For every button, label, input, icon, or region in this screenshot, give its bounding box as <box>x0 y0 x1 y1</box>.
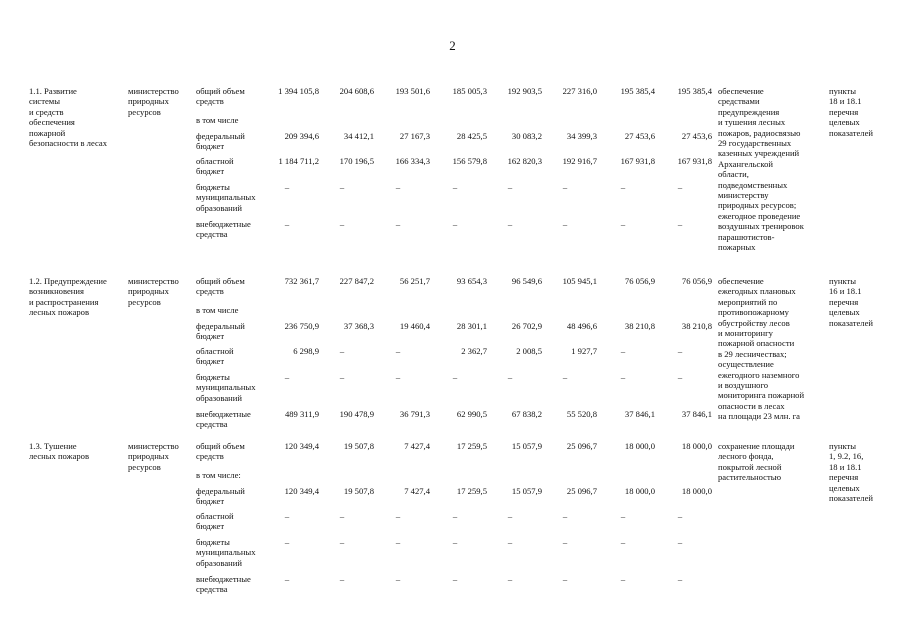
target-indicators: пункты 18 и 18.1 перечня целевых показателей <box>829 86 874 138</box>
empty-value: – <box>677 182 683 192</box>
amount-cell: 19 507,8 <box>343 441 374 451</box>
amount-cell: 37 368,3 <box>343 321 374 331</box>
funding-source-label: федеральный бюджет <box>196 321 245 342</box>
section-title: 1.3. Тушение лесных пожаров <box>29 441 90 462</box>
empty-value: – <box>562 219 568 229</box>
page-number: 2 <box>449 38 456 53</box>
empty-value: – <box>452 182 458 192</box>
funding-source-label: внебюджетные средства <box>196 219 251 240</box>
amount-cell: 38 210,8 <box>624 321 655 331</box>
empty-value: – <box>507 574 513 584</box>
amount-cell: 76 056,9 <box>624 276 655 286</box>
empty-value: – <box>620 372 626 382</box>
funding-source-label: внебюджетные средства <box>196 409 251 430</box>
amount-cell: 26 702,9 <box>511 321 542 331</box>
section-title: 1.1. Развитие системы и средств обеспечения пожарной безопасности в лесах <box>29 86 108 149</box>
amount-cell: 18 000,0 <box>624 441 655 451</box>
empty-value: – <box>677 372 683 382</box>
amount-cell: 36 791,3 <box>399 409 430 419</box>
funding-source-label: областной бюджет <box>196 511 234 532</box>
empty-value: – <box>395 372 401 382</box>
amount-cell: 27 453,6 <box>681 131 712 141</box>
empty-value: – <box>284 219 290 229</box>
empty-value: – <box>452 219 458 229</box>
amount-cell: 193 501,6 <box>395 86 430 96</box>
funding-source-label: областной бюджет <box>196 346 234 367</box>
empty-value: – <box>507 372 513 382</box>
amount-cell: 185 005,3 <box>452 86 487 96</box>
amount-cell: 25 096,7 <box>566 441 597 451</box>
amount-cell: 62 990,5 <box>456 409 487 419</box>
amount-cell: 55 520,8 <box>566 409 597 419</box>
amount-cell: 48 496,6 <box>566 321 597 331</box>
amount-cell: 2 362,7 <box>461 346 487 356</box>
amount-cell: 167 931,8 <box>620 156 655 166</box>
amount-cell: 17 259,5 <box>456 441 487 451</box>
empty-value: – <box>562 511 568 521</box>
amount-cell: 18 000,0 <box>681 441 712 451</box>
amount-cell: 93 654,3 <box>456 276 487 286</box>
empty-value: – <box>677 537 683 547</box>
empty-value: – <box>339 537 345 547</box>
empty-value: – <box>620 574 626 584</box>
empty-value: – <box>677 346 683 356</box>
empty-value: – <box>395 511 401 521</box>
funding-source-label: бюджеты муниципальных образований <box>196 182 256 213</box>
amount-cell: 195 385,4 <box>620 86 655 96</box>
amount-cell: 25 096,7 <box>566 486 597 496</box>
amount-cell: 209 394,6 <box>284 131 319 141</box>
amount-cell: 236 750,9 <box>284 321 319 331</box>
amount-cell: 120 349,4 <box>284 486 319 496</box>
empty-value: – <box>284 182 290 192</box>
amount-cell: 732 361,7 <box>284 276 319 286</box>
empty-value: – <box>452 537 458 547</box>
amount-cell: 28 301,1 <box>456 321 487 331</box>
empty-value: – <box>562 537 568 547</box>
amount-cell: 156 579,8 <box>452 156 487 166</box>
amount-cell: 15 057,9 <box>511 486 542 496</box>
amount-cell: 38 210,8 <box>681 321 712 331</box>
amount-cell: 17 259,5 <box>456 486 487 496</box>
amount-cell: 192 916,7 <box>562 156 597 166</box>
amount-cell: 37 846,1 <box>624 409 655 419</box>
amount-cell: 27 453,6 <box>624 131 655 141</box>
amount-cell: 167 931,8 <box>677 156 712 166</box>
empty-value: – <box>395 346 401 356</box>
empty-value: – <box>620 219 626 229</box>
empty-value: – <box>677 511 683 521</box>
target-indicators: пункты 1, 9.2, 16, 18 и 18.1 перечня целевых показателей <box>829 441 874 504</box>
amount-cell: 190 478,9 <box>339 409 374 419</box>
empty-value: – <box>562 182 568 192</box>
amount-cell: 18 000,0 <box>681 486 712 496</box>
executor: министерство природных ресурсов <box>128 86 179 117</box>
amount-cell: 170 196,5 <box>339 156 374 166</box>
empty-value: – <box>507 537 513 547</box>
empty-value: – <box>562 372 568 382</box>
amount-cell: 37 846,1 <box>681 409 712 419</box>
empty-value: – <box>452 372 458 382</box>
amount-cell: 7 427,4 <box>404 486 430 496</box>
amount-cell: 192 903,5 <box>507 86 542 96</box>
empty-value: – <box>395 182 401 192</box>
empty-value: – <box>284 511 290 521</box>
amount-cell: 56 251,7 <box>399 276 430 286</box>
amount-cell: 76 056,9 <box>681 276 712 286</box>
executor: министерство природных ресурсов <box>128 441 179 472</box>
amount-cell: 166 334,3 <box>395 156 430 166</box>
expected-result: обеспечение средствами предупреждения и тушения лесных пожаров, радиосвязью 29 государственных казенных учреждений Архангельской области, подведомственных министерству природных ресурсов; ежегодное проведение воздушных тренировок парашютистов- пожарных <box>718 86 804 253</box>
amount-cell: 34 399,3 <box>566 131 597 141</box>
empty-value: – <box>339 182 345 192</box>
amount-cell: 1 927,7 <box>571 346 597 356</box>
funding-source-label: федеральный бюджет <box>196 131 245 152</box>
empty-value: – <box>284 372 290 382</box>
amount-cell: 489 311,9 <box>284 409 319 419</box>
amount-cell: 96 549,6 <box>511 276 542 286</box>
empty-value: – <box>395 574 401 584</box>
amount-cell: 6 298,9 <box>293 346 319 356</box>
funding-source-label: в том числе: <box>196 470 241 480</box>
funding-source-label: федеральный бюджет <box>196 486 245 507</box>
empty-value: – <box>395 219 401 229</box>
empty-value: – <box>677 219 683 229</box>
empty-value: – <box>395 537 401 547</box>
amount-cell: 227 316,0 <box>562 86 597 96</box>
empty-value: – <box>452 574 458 584</box>
section-title: 1.2. Предупреждение возникновения и распространения лесных пожаров <box>29 276 107 318</box>
amount-cell: 30 083,2 <box>511 131 542 141</box>
empty-value: – <box>677 574 683 584</box>
funding-source-label: общий объем средств <box>196 86 245 107</box>
funding-source-label: внебюджетные средства <box>196 574 251 595</box>
funding-source-label: общий объем средств <box>196 276 245 297</box>
amount-cell: 204 608,6 <box>339 86 374 96</box>
empty-value: – <box>339 511 345 521</box>
amount-cell: 2 008,5 <box>516 346 542 356</box>
executor: министерство природных ресурсов <box>128 276 179 307</box>
empty-value: – <box>339 346 345 356</box>
amount-cell: 28 425,5 <box>456 131 487 141</box>
empty-value: – <box>562 574 568 584</box>
amount-cell: 19 507,8 <box>343 486 374 496</box>
funding-source-label: бюджеты муниципальных образований <box>196 537 256 568</box>
empty-value: – <box>507 182 513 192</box>
amount-cell: 1 184 711,2 <box>278 156 319 166</box>
funding-source-label: областной бюджет <box>196 156 234 177</box>
amount-cell: 67 838,2 <box>511 409 542 419</box>
funding-source-label: в том числе <box>196 305 239 315</box>
funding-source-label: общий объем средств <box>196 441 245 462</box>
expected-result: сохранение площади лесного фонда, покрытой лесной растительностью <box>718 441 795 483</box>
empty-value: – <box>339 219 345 229</box>
target-indicators: пункты 16 и 18.1 перечня целевых показателей <box>829 276 874 328</box>
amount-cell: 1 394 105,8 <box>278 86 319 96</box>
amount-cell: 27 167,3 <box>399 131 430 141</box>
empty-value: – <box>284 537 290 547</box>
empty-value: – <box>620 182 626 192</box>
amount-cell: 18 000,0 <box>624 486 655 496</box>
funding-source-label: бюджеты муниципальных образований <box>196 372 256 403</box>
amount-cell: 162 820,3 <box>507 156 542 166</box>
empty-value: – <box>339 372 345 382</box>
empty-value: – <box>284 574 290 584</box>
empty-value: – <box>339 574 345 584</box>
amount-cell: 195 385,4 <box>677 86 712 96</box>
funding-source-label: в том числе <box>196 115 239 125</box>
empty-value: – <box>620 511 626 521</box>
amount-cell: 120 349,4 <box>284 441 319 451</box>
empty-value: – <box>507 511 513 521</box>
amount-cell: 19 460,4 <box>399 321 430 331</box>
amount-cell: 105 945,1 <box>562 276 597 286</box>
expected-result: обеспечение ежегодных плановых мероприятий по противопожарному обустройству лесов и мониторингу пожарной опасности в 29 лесничествах; осуществление ежегодного наземного и воздушного мониторинга пожарной опасности в лесах на площади 23 млн. га <box>718 276 805 422</box>
amount-cell: 15 057,9 <box>511 441 542 451</box>
empty-value: – <box>507 219 513 229</box>
amount-cell: 227 847,2 <box>339 276 374 286</box>
amount-cell: 7 427,4 <box>404 441 430 451</box>
empty-value: – <box>620 346 626 356</box>
empty-value: – <box>452 511 458 521</box>
amount-cell: 34 412,1 <box>343 131 374 141</box>
empty-value: – <box>620 537 626 547</box>
